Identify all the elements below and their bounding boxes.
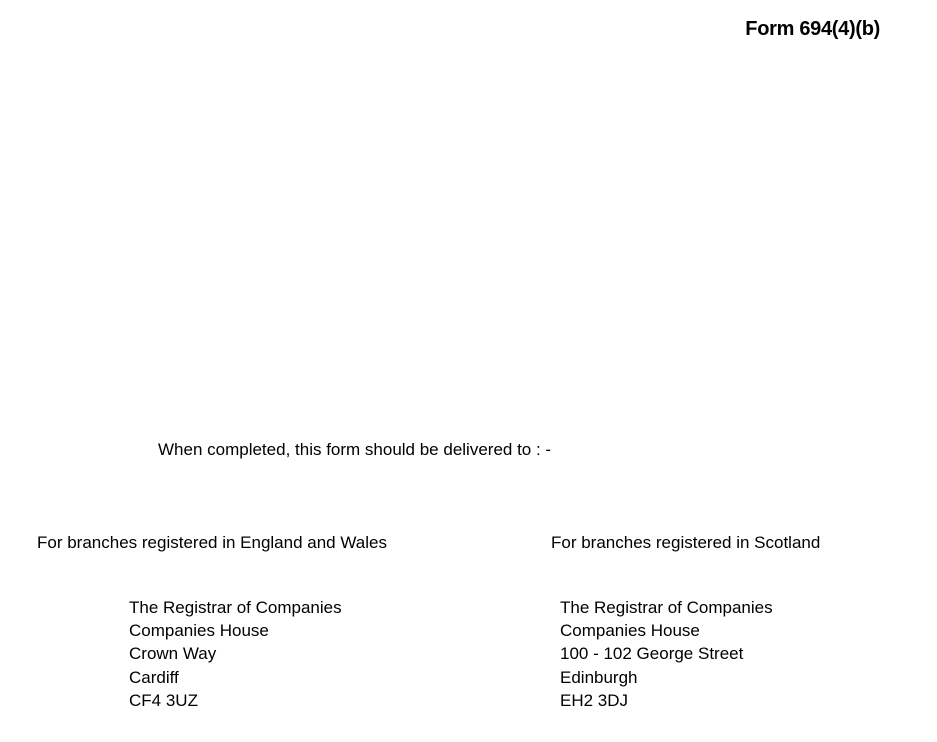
- address-line-recipient: The Registrar of Companies: [129, 598, 342, 617]
- form-number: Form 694(4)(b): [745, 18, 880, 40]
- england-wales-address: [129, 596, 342, 712]
- scotland-heading: For branches registered in Scotland: [551, 533, 821, 552]
- address-line-recipient: The Registrar of Companies: [560, 598, 773, 617]
- england-wales-heading: For branches registered in England and Wales: [37, 533, 387, 552]
- address-line-city: Cardiff: [129, 667, 179, 687]
- address-line-city: Edinburgh: [560, 667, 638, 687]
- delivery-instruction: When completed, this form should be delivered to : -: [158, 440, 552, 459]
- address-line-building: Companies House: [560, 621, 700, 641]
- address-line-postcode: CF4 3UZ: [129, 690, 198, 710]
- scotland-address: [560, 596, 773, 712]
- address-line-building: Companies House: [129, 621, 269, 641]
- address-line-postcode: EH2 3DJ: [560, 690, 629, 710]
- address-line-street: 100 - 102 George Street: [560, 644, 744, 664]
- address-line-street: Crown Way: [129, 644, 217, 664]
